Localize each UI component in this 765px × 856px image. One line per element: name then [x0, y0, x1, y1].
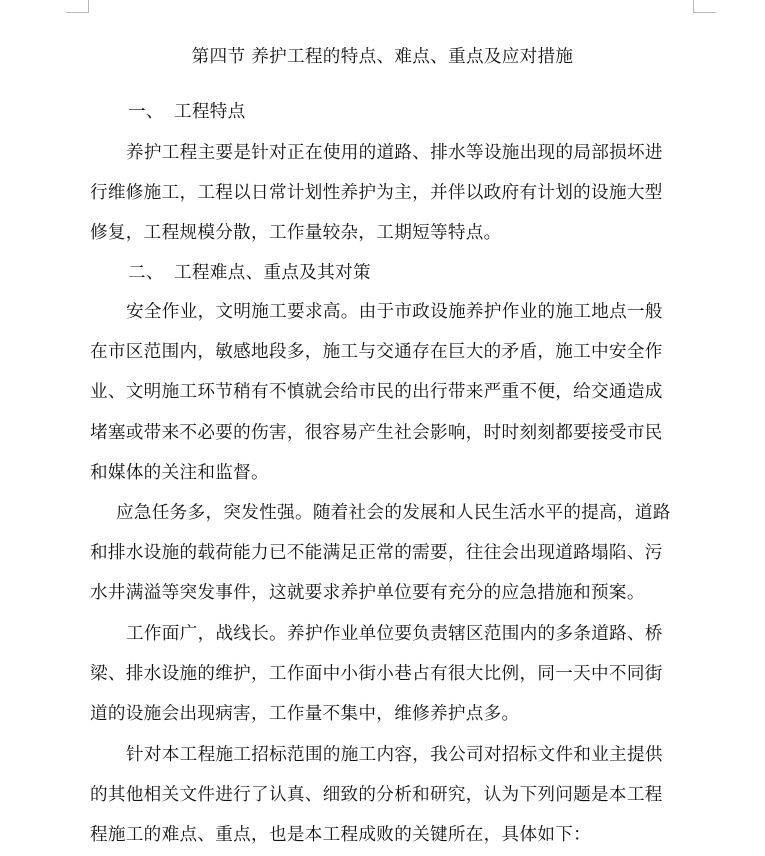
paragraph-line: 业、文明施工环节稍有不慎就会给市民的出行带来严重不便，给交通造成: [90, 382, 663, 403]
paragraph-line: 修复，工程规模分散，工作量较杂，工期短等特点。: [90, 223, 502, 244]
paragraph-line: 针对本工程施工招标范围的施工内容，我公司对招标文件和业主提供: [126, 745, 663, 765]
heading-text: 工程难点、重点及其对策: [174, 263, 371, 283]
paragraph-wide-scope: [90, 614, 690, 735]
paragraph-safety: [90, 292, 690, 493]
paragraph-line: 梁、排水设施的维护，工作面中小街小巷占有很大比例，同一天中不同街: [90, 664, 663, 685]
paragraph-line: 的其他相关文件进行了认真、细致的分析和研究，认为下列问题是本工程: [90, 785, 663, 806]
crop-mark-left: [66, 0, 89, 13]
paragraph-line: 在市区范围内，敏感地段多，施工与交通存在巨大的矛盾，施工中安全作: [90, 342, 663, 363]
paragraph-line: 和媒体的关注和监督。: [90, 462, 269, 483]
paragraph-line: 程施工的难点、重点，也是本工程成败的关键所在，具体如下：: [90, 825, 592, 846]
paragraph-line: 行维修施工，工程以日常计划性养护为主，并伴以政府有计划的设施大型: [90, 183, 663, 204]
crop-mark-right: [693, 0, 716, 13]
paragraph-line: 和排水设施的载荷能力已不能满足正常的需要，往往会出现道路塌陷、污: [90, 543, 663, 564]
paragraph-line: 道的设施会出现病害，工作量不集中，维修养护点多。: [90, 704, 520, 725]
heading-number: 一、: [128, 102, 164, 122]
paragraph-line: 应急任务多，突发性强。随着社会的发展和人民生活水平的提高，道路: [116, 503, 671, 523]
paragraph-line: 养护工程主要是针对正在使用的道路、排水等设施出现的局部损坏进: [126, 143, 663, 163]
paragraph-line: 工作面广，战线长。养护作业单位要负责辖区范围内的多条道路、桥: [126, 624, 663, 644]
paragraph-features: [90, 133, 690, 254]
paragraph-line: 水井满溢等突发事件，这就要求养护单位要有充分的应急措施和预案。: [90, 583, 645, 604]
heading-section-1: [128, 95, 246, 129]
paragraph-line: 堵塞或带来不必要的伤害，很容易产生社会影响，时时刻刻都要接受市民: [90, 422, 663, 443]
paragraph-emergency: [90, 493, 690, 614]
heading-section-2: [128, 256, 371, 290]
section-title: 第四节 养护工程的特点、难点、重点及应对措施: [191, 47, 574, 67]
paragraph-analysis: [90, 735, 690, 856]
paragraph-line: 安全作业，文明施工要求高。由于市政设施养护作业的施工地点一般: [126, 302, 663, 322]
heading-number: 二、: [128, 263, 164, 283]
heading-text: 工程特点: [174, 102, 246, 122]
